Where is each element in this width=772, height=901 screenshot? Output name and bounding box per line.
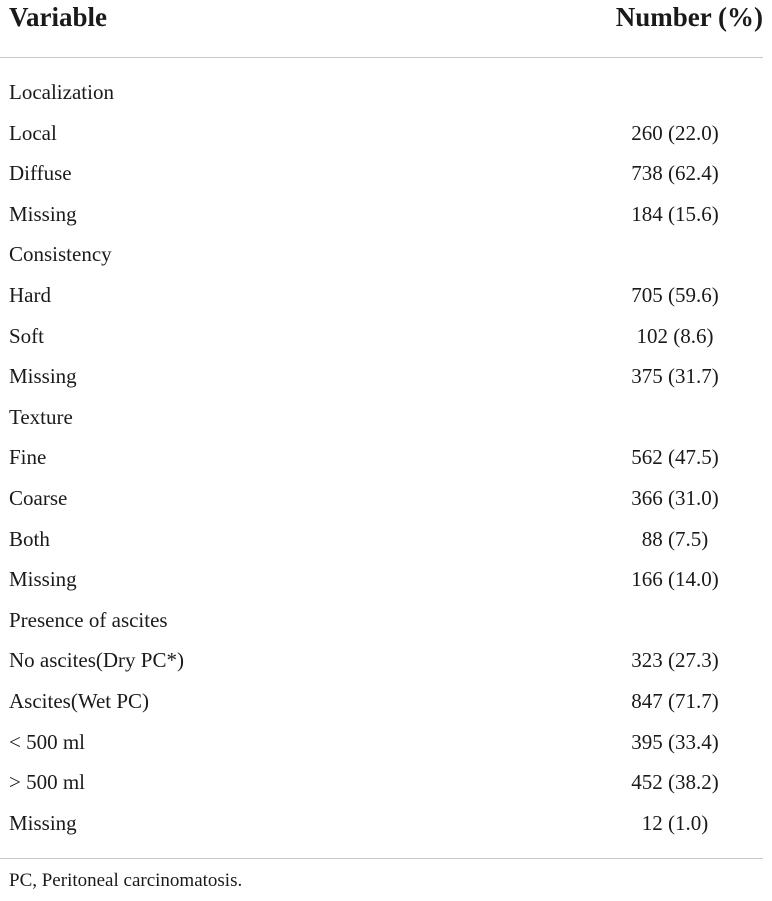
table-row <box>0 316 772 357</box>
row-label: Coarse <box>9 485 68 510</box>
table-row <box>0 600 772 641</box>
row-label: > 500 ml <box>9 770 86 795</box>
header-divider <box>0 57 763 58</box>
row-value: 102 (8.6) <box>636 323 714 348</box>
table-row <box>0 234 772 275</box>
table-row <box>0 762 772 803</box>
row-label: Texture <box>9 404 73 429</box>
row-value: 705 (59.6) <box>631 282 719 307</box>
row-value: 12 (1.0) <box>641 810 709 835</box>
table-row <box>0 275 772 316</box>
row-value: 452 (38.2) <box>631 770 719 795</box>
row-value: 375 (31.7) <box>631 364 719 389</box>
footer-divider <box>0 858 763 859</box>
row-value: 88 (7.5) <box>641 526 709 551</box>
table-row <box>0 640 772 681</box>
row-label: Missing <box>9 810 77 835</box>
table-footnote: PC, Peritoneal carcinomatosis. <box>9 870 243 891</box>
row-label: Local <box>9 120 57 145</box>
row-label: Diffuse <box>9 161 72 186</box>
row-label: Presence of ascites <box>9 607 168 632</box>
row-value: 847 (71.7) <box>631 688 719 713</box>
row-value: 738 (62.4) <box>631 161 719 186</box>
row-value: 366 (31.0) <box>631 485 719 510</box>
table-header <box>0 0 772 58</box>
row-label: Consistency <box>9 242 112 267</box>
row-label: Localization <box>9 80 114 104</box>
table-row <box>0 153 772 194</box>
row-value: 395 (33.4) <box>631 729 719 754</box>
row-label: Missing <box>9 201 77 226</box>
row-label: Ascites(Wet PC) <box>9 688 150 713</box>
column-header-number: Number (%) <box>615 2 763 32</box>
table-row <box>0 437 772 478</box>
table-row <box>0 478 772 519</box>
table-body <box>0 72 772 843</box>
table-row <box>0 72 772 113</box>
table-row <box>0 559 772 600</box>
row-value: 184 (15.6) <box>631 201 719 226</box>
table-row <box>0 681 772 722</box>
row-label: Soft <box>9 323 45 348</box>
table-row <box>0 356 772 397</box>
table-row <box>0 113 772 154</box>
row-value: 166 (14.0) <box>631 567 719 592</box>
table-row <box>0 722 772 763</box>
row-label: < 500 ml <box>9 729 86 754</box>
row-label: Hard <box>9 282 51 307</box>
table-row <box>0 397 772 438</box>
row-label: Fine <box>9 445 47 470</box>
row-label: No ascites(Dry PC*) <box>9 648 184 673</box>
table-row <box>0 194 772 235</box>
row-value: 562 (47.5) <box>631 445 719 470</box>
table-row <box>0 519 772 560</box>
row-label: Missing <box>9 567 77 592</box>
row-label: Both <box>9 526 50 551</box>
table-row <box>0 803 772 844</box>
column-header-variable: Variable <box>9 2 108 32</box>
row-value: 323 (27.3) <box>631 648 719 673</box>
row-label: Missing <box>9 364 77 389</box>
row-value: 260 (22.0) <box>631 120 719 145</box>
